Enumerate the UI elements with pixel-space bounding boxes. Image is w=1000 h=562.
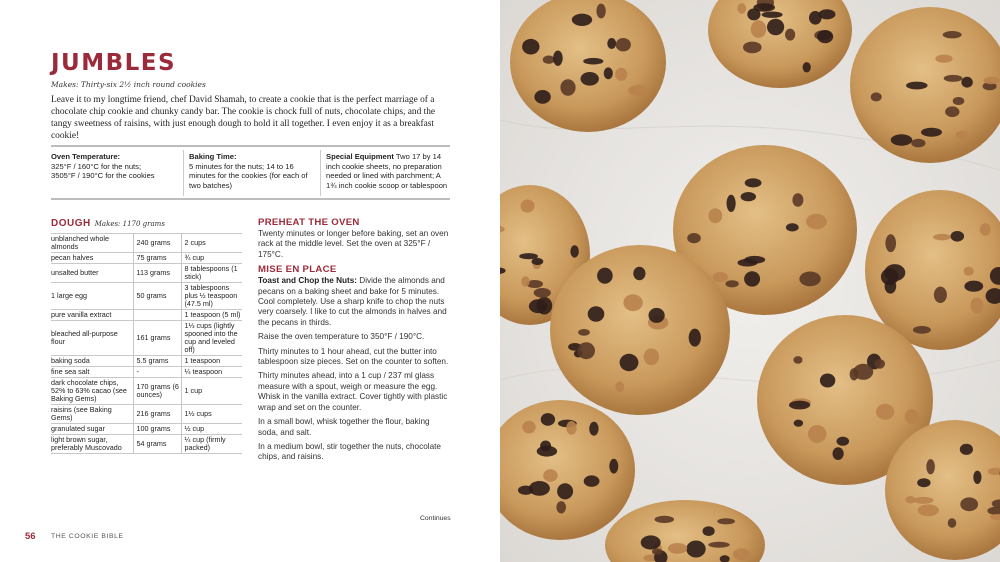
baking-time-text: 5 minutes for the nuts; 14 to 16 minutes for the cookies (for each of two batches) [189,161,308,190]
recipe-yield: Makes: Thirty-six 2½ inch round cookies [51,80,206,89]
ingredient-row [51,356,242,367]
ingredient-weight: 161 grams [133,321,181,356]
ingredient-row [51,310,242,321]
recipe-intro: Leave it to my longtime friend, chef David Shamah, to create a cookie that is the perfect marriage of a chocolate chip cookie and chunky candy bar. The cookie is chock full of nuts, chocolate chips, and the tangy sweetness of raisins, with just enough dough to hold it all together. I even enjoy it as a breakfast cookie! [51,95,436,141]
continues-label: Continues [420,515,451,522]
ingredient-volume: 1½ cups [181,405,242,424]
baking-time [189,152,317,190]
ingredient-volume: ¼ teaspoon [181,367,242,378]
ingredient-weight: 54 grams [133,435,181,454]
ingredient-weight: 170 grams (6 ounces) [133,378,181,405]
special-equipment-text: Two 17 by 14 inch cookie sheets, no preparation needed or lined with parchment; A 1¾ inch cookie scoop or tablespoon [326,152,448,190]
special-equipment [326,152,452,190]
ingredient-volume: 3 tablespoons plus ½ teaspoon (47.5 ml) [181,283,242,310]
recipe-title: JUMBLES [51,50,177,76]
ingredient-row [51,234,242,253]
ingredient-name: pecan halves [51,253,133,264]
page-number: 56 [25,531,36,542]
ingredient-name: granulated sugar [51,424,133,435]
ingredient-volume: 1⅓ cups (lightly spooned into the cup and leveled off) [181,321,242,356]
ingredient-row [51,405,242,424]
info-divider [183,150,184,196]
ingredient-name: dark chocolate chips, 52% to 63% cacao (see Baking Gems) [51,378,133,405]
ingredient-weight [133,310,181,321]
ingredient-weight: 75 grams [133,253,181,264]
toast-nuts-label: Toast and Chop the Nuts: [258,276,358,286]
ingredient-row [51,283,242,310]
info-top-rule [51,145,450,147]
cookies-photo-illustration [500,0,1000,562]
ingredient-row [51,424,242,435]
method-column [258,217,451,467]
ingredient-row [51,264,242,283]
ingredient-row [51,435,242,454]
ingredient-name: unsalted butter [51,264,133,283]
ingredient-row [51,378,242,405]
ingredient-row [51,253,242,264]
nuts-step: In a medium bowl, stir together the nuts, chocolate chips, and raisins. [258,441,441,462]
ingredient-name: fine sea salt [51,367,133,378]
ingredient-weight: - [133,367,181,378]
dough-heading [51,218,165,229]
ingredient-name: baking soda [51,356,133,367]
ingredient-weight: 216 grams [133,405,181,424]
cookies-photo [500,0,1000,562]
mise-en-place-heading: MISE EN PLACE [258,264,337,276]
ingredient-volume: ½ cup [181,424,242,435]
info-bottom-rule [51,198,450,200]
oven-temperature [51,152,181,181]
oven-temperature-cookies: 3505°F / 190°C for the cookies [51,171,155,180]
ingredient-name: unblanched whole almonds [51,234,133,253]
ingredient-weight: 113 grams [133,264,181,283]
ingredient-weight: 50 grams [133,283,181,310]
oven-temperature-label: Oven Temperature: [51,152,121,161]
ingredient-row [51,367,242,378]
ingredient-volume: 8 tablespoons (1 stick) [181,264,242,283]
dough-title: DOUGH [51,218,91,229]
preheat-heading: PREHEAT THE OVEN [258,217,360,228]
ingredient-name: pure vanilla extract [51,310,133,321]
ingredient-name: 1 large egg [51,283,133,310]
ingredient-volume: 1 cup [181,378,242,405]
preheat-text: Twenty minutes or longer before baking, set an oven rack at the middle level. Set the oven at 325°F / 175°C. [258,229,449,259]
butter-step: Thirty minutes to 1 hour ahead, cut the butter into tablespoon size pieces. Set on the counter to soften. [258,346,449,367]
ingredient-weight: 5.5 grams [133,356,181,367]
ingredient-weight: 240 grams [133,234,181,253]
ingredient-row [51,321,242,356]
oven-temperature-nuts: 325°F / 160°C for the nuts; [51,161,142,171]
dough-yield: Makes: 1170 grams [94,220,165,228]
ingredient-name: bleached all-purpose flour [51,321,133,356]
toast-nuts-text: Divide the almonds and pecans on a baking sheet and bake for 5 minutes. Cool completely. Use a sharp knife to chop the nuts very coarsely. I like to cut the almonds in halves and the pecans in thirds. [258,276,447,327]
special-equipment-label: Special Equipment [326,152,394,161]
ingredients-table [51,233,242,454]
baking-time-label: Baking Time: [189,152,237,161]
cookie [550,245,730,415]
ingredient-name: light brown sugar, preferably Muscovado [51,435,133,454]
book-title: THE COOKIE BIBLE [51,533,124,540]
info-divider [320,150,321,196]
raise-temp-step: Raise the oven temperature to 350°F / 190°C. [258,332,425,342]
ingredient-volume: 2 cups [181,234,242,253]
flour-step: In a small bowl, whisk together the flour, baking soda, and salt. [258,417,430,437]
ingredient-volume: 1 teaspoon [181,356,242,367]
ingredient-volume: 1 teaspoon (5 ml) [181,310,242,321]
ingredient-volume: ¼ cup (firmly packed) [181,435,242,454]
ingredient-weight: 100 grams [133,424,181,435]
ingredient-volume: ¾ cup [181,253,242,264]
toast-nuts-step [258,276,451,328]
egg-step: Thirty minutes ahead, into a 1 cup / 237 ml glass measure with a spout, weigh or measure the egg. Whisk in the vanilla extract. Cover tightly with plastic wrap and set on the counter. [258,371,448,412]
ingredient-name: raisins (see Baking Gems) [51,405,133,424]
